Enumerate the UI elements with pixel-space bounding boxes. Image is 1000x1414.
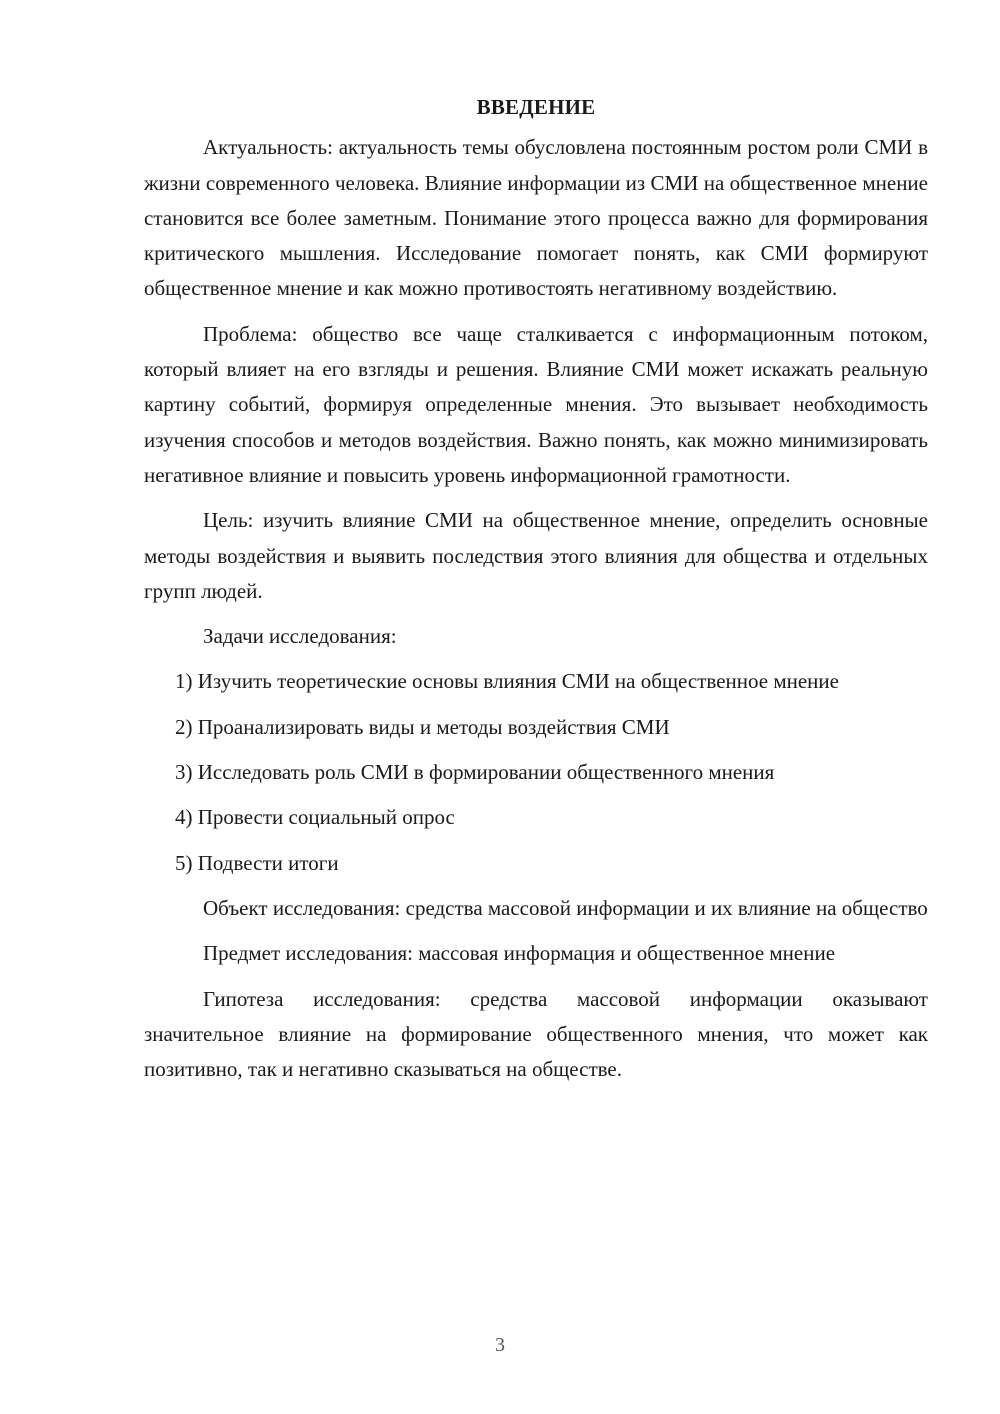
section-title: ВВЕДЕНИЕ [476, 95, 596, 119]
paragraph-subject: Предмет исследования: массовая информация и общественное мнение [203, 941, 836, 966]
task-item-3: 3) Исследовать роль СМИ в формировании общественного мнения [175, 760, 775, 785]
task-item-1: 1) Изучить теоретические основы влияния СМИ на общественное мнение [175, 669, 839, 694]
task-item-2: 2) Проанализировать виды и методы воздействия СМИ [175, 714, 670, 739]
paragraph-problem: Проблема: общество все чаще сталкивается с информационным потоком, который влияет на его взгляды и решения. Влияние СМИ может искажать реальную картину событий, формируя определенные мнения. Это вызывает необходимость изучения способов и методов воздействия. Важно понять, как можно минимизировать негативное влияние и повысить уровень информационной грамотности. [144, 321, 928, 487]
paragraph-relevance: Актуальность: актуальность темы обусловлена постоянным ростом роли СМИ в жизни современного человека. Влияние информации из СМИ на общественное мнение становится все более заметным. Понимание этого процесса важно для формирования критического мышления. Исследование помогает понять, как СМИ формируют общественное мнение и как можно противостоять негативному воздействию. [144, 135, 928, 301]
paragraph-hypothesis: Гипотеза исследования: средства массовой информации оказывают значительное влияние на формирование общественного мнения, что может как позитивно, так и негативно сказываться на обществе. [144, 986, 928, 1082]
task-item-5: 5) Подвести итоги [175, 850, 339, 875]
page-number: 3 [495, 1334, 505, 1356]
paragraph-goal: Цель: изучить влияние СМИ на общественное мнение, определить основные методы воздействия и выявить последствия этого влияния для общества и отдельных групп людей. [144, 508, 928, 603]
page-content [144, 90, 928, 1087]
tasks-heading: Задачи исследования: [203, 624, 397, 649]
paragraph-object: Объект исследования: средства массовой информации и их влияние на общество [203, 895, 928, 920]
task-item-4: 4) Провести социальный опрос [175, 805, 455, 830]
